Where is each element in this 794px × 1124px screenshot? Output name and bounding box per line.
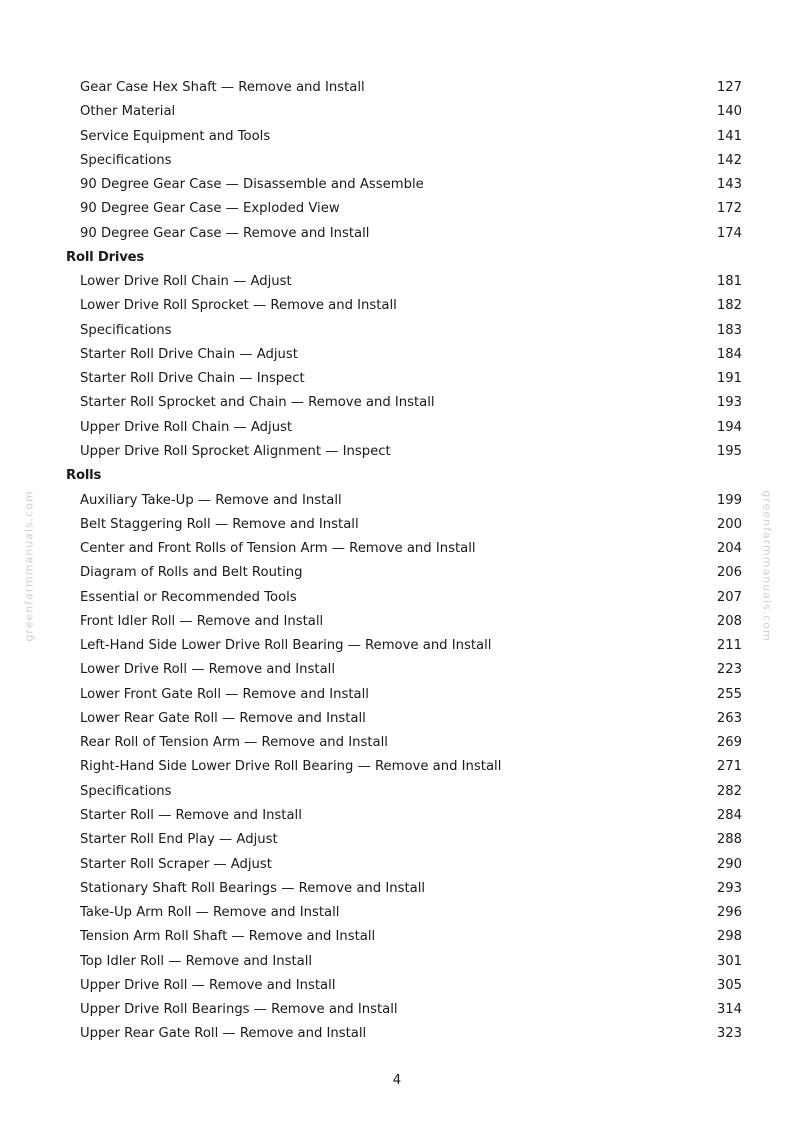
toc-entry-page: 211: [716, 638, 742, 654]
toc-entry-page: 204: [716, 541, 742, 557]
toc-entry[interactable]: [66, 925, 746, 949]
toc-entry-page: 206: [716, 565, 742, 581]
toc-entry-title: Stationary Shaft Roll Bearings — Remove and Install: [80, 880, 426, 896]
toc-entry-page: 298: [716, 929, 742, 945]
toc-entry[interactable]: [66, 197, 746, 221]
toc-entry-page: 301: [716, 953, 742, 969]
toc-entry-title: Lower Drive Roll Sprocket — Remove and Install: [80, 298, 397, 314]
toc-entry-page: 207: [716, 589, 742, 605]
toc-entry-page: 195: [716, 443, 742, 459]
toc-entry-title: Starter Roll Drive Chain — Inspect: [80, 371, 305, 387]
toc-entry[interactable]: [66, 391, 746, 415]
toc-entry[interactable]: [66, 755, 746, 779]
toc-entry[interactable]: [66, 877, 746, 901]
toc-entry-page: 314: [716, 1002, 742, 1018]
toc-entry-title: Front Idler Roll — Remove and Install: [80, 613, 324, 629]
toc-entry-title: Starter Roll Scraper — Adjust: [80, 856, 272, 872]
toc-entry[interactable]: [66, 561, 746, 585]
toc-entry-title: Tension Arm Roll Shaft — Remove and Install: [80, 929, 376, 945]
watermark-right: greenfarmmanuals.com: [760, 490, 774, 642]
toc-entry-title: Service Equipment and Tools: [80, 128, 271, 144]
toc-entry-title: Right-Hand Side Lower Drive Roll Bearing — Remove and Install: [80, 759, 502, 775]
toc-entry[interactable]: [66, 1022, 746, 1046]
toc-entry[interactable]: [66, 828, 746, 852]
toc-entry-page: 208: [716, 613, 742, 629]
page-number: 4: [392, 1073, 402, 1088]
toc-entry-title: Starter Roll Sprocket and Chain — Remove and Install: [80, 395, 435, 411]
toc-entry-title: Upper Drive Roll — Remove and Install: [80, 977, 336, 993]
toc-entry[interactable]: [66, 125, 746, 149]
toc-entry-title: 90 Degree Gear Case — Remove and Install: [80, 225, 370, 241]
toc-entry-page: 141: [716, 128, 742, 144]
toc-entry-page: 255: [716, 686, 742, 702]
table-of-contents: [66, 76, 746, 1047]
toc-entry-page: 293: [716, 880, 742, 896]
section-heading: Roll Drives: [66, 249, 145, 265]
toc-entry[interactable]: [66, 173, 746, 197]
toc-entry[interactable]: [66, 513, 746, 537]
toc-entry-title: Rear Roll of Tension Arm — Remove and Install: [80, 735, 388, 751]
toc-entry[interactable]: [66, 270, 746, 294]
watermark-left: greenfarmmanuals.com: [22, 490, 36, 642]
toc-entry[interactable]: [66, 707, 746, 731]
toc-entry-title: Starter Roll End Play — Adjust: [80, 832, 278, 848]
toc-entry-title: 90 Degree Gear Case — Disassemble and Assemble: [80, 177, 424, 193]
toc-entry-page: 191: [716, 371, 742, 387]
toc-entry-title: Take-Up Arm Roll — Remove and Install: [80, 905, 340, 921]
toc-entry-page: 296: [716, 905, 742, 921]
toc-entry-page: 182: [716, 298, 742, 314]
toc-entry-page: 143: [716, 177, 742, 193]
toc-entry[interactable]: [66, 416, 746, 440]
toc-entry-page: 269: [716, 735, 742, 751]
toc-entry-page: 127: [716, 80, 742, 95]
toc-entry-page: 183: [716, 322, 742, 338]
toc-entry-title: Other Material: [80, 104, 176, 120]
toc-entry-title: Auxiliary Take-Up — Remove and Install: [80, 492, 342, 508]
toc-entry[interactable]: [66, 780, 746, 804]
toc-entry[interactable]: [66, 537, 746, 561]
toc-entry-title: Starter Roll Drive Chain — Adjust: [80, 346, 298, 362]
toc-entry-title: Upper Drive Roll Bearings — Remove and Install: [80, 1002, 398, 1018]
toc-entry-title: Belt Staggering Roll — Remove and Install: [80, 516, 359, 532]
toc-entry[interactable]: [66, 149, 746, 173]
toc-entry[interactable]: [66, 100, 746, 124]
toc-entry-page: 284: [716, 807, 742, 823]
toc-entry-title: Lower Front Gate Roll — Remove and Install: [80, 686, 369, 702]
toc-entry[interactable]: [66, 998, 746, 1022]
toc-entry[interactable]: [66, 294, 746, 318]
toc-entry-page: 184: [716, 346, 742, 362]
toc-entry[interactable]: [66, 440, 746, 464]
toc-entry[interactable]: [66, 343, 746, 367]
toc-entry[interactable]: [66, 489, 746, 513]
toc-entry-title: 90 Degree Gear Case — Exploded View: [80, 201, 340, 217]
toc-entry-title: Left-Hand Side Lower Drive Roll Bearing — Remove and Install: [80, 638, 492, 654]
toc-entry[interactable]: [66, 950, 746, 974]
toc-entry-page: 172: [716, 201, 742, 217]
toc-entry-title: Starter Roll — Remove and Install: [80, 807, 302, 823]
toc-entry[interactable]: [66, 731, 746, 755]
toc-entry[interactable]: [66, 76, 746, 100]
toc-entry-page: 200: [716, 516, 742, 532]
toc-entry-title: Upper Drive Roll Chain — Adjust: [80, 419, 293, 435]
toc-entry[interactable]: [66, 319, 746, 343]
toc-entry-title: Specifications: [80, 783, 172, 799]
toc-entry-title: Diagram of Rolls and Belt Routing: [80, 565, 303, 581]
toc-entry-title: Upper Drive Roll Sprocket Alignment — Inspect: [80, 443, 391, 459]
toc-entry-title: Specifications: [80, 152, 172, 168]
toc-entry-page: 140: [716, 104, 742, 120]
toc-entry[interactable]: [66, 683, 746, 707]
toc-entry-page: 193: [716, 395, 742, 411]
toc-entry-page: 181: [716, 274, 742, 290]
toc-entry[interactable]: [66, 222, 746, 246]
toc-entry-title: Lower Drive Roll Chain — Adjust: [80, 274, 292, 290]
toc-entry[interactable]: [66, 658, 746, 682]
toc-entry-page: 282: [716, 783, 742, 799]
toc-entry[interactable]: [66, 367, 746, 391]
toc-entry-page: 271: [716, 759, 742, 775]
toc-entry-title: Essential or Recommended Tools: [80, 589, 297, 605]
toc-entry-page: 223: [716, 662, 742, 678]
toc-entry-page: 174: [716, 225, 742, 241]
toc-entry[interactable]: [66, 586, 746, 610]
toc-entry-page: 194: [716, 419, 742, 435]
toc-entry-title: Upper Rear Gate Roll — Remove and Install: [80, 1026, 367, 1042]
toc-entry-title: Specifications: [80, 322, 172, 338]
toc-entry-title: Center and Front Rolls of Tension Arm — Remove and Install: [80, 541, 476, 557]
toc-entry[interactable]: [66, 853, 746, 877]
toc-entry-page: 288: [716, 832, 742, 848]
toc-entry-title: Top Idler Roll — Remove and Install: [80, 953, 313, 969]
toc-entry[interactable]: [66, 804, 746, 828]
toc-entry-title: Gear Case Hex Shaft — Remove and Install: [80, 80, 365, 95]
toc-entry[interactable]: [66, 634, 746, 658]
toc-entry-page: 290: [716, 856, 742, 872]
toc-entry-page: 142: [716, 152, 742, 168]
toc-entry[interactable]: [66, 610, 746, 634]
section-heading: Rolls: [66, 468, 102, 484]
toc-entry-page: 305: [716, 977, 742, 993]
toc-entry-title: Lower Rear Gate Roll — Remove and Install: [80, 710, 366, 726]
toc-entry-page: 323: [716, 1026, 742, 1042]
toc-entry-page: 263: [716, 710, 742, 726]
toc-entry-title: Lower Drive Roll — Remove and Install: [80, 662, 335, 678]
toc-entry[interactable]: [66, 974, 746, 998]
toc-entry[interactable]: [66, 901, 746, 925]
toc-entry-page: 199: [716, 492, 742, 508]
